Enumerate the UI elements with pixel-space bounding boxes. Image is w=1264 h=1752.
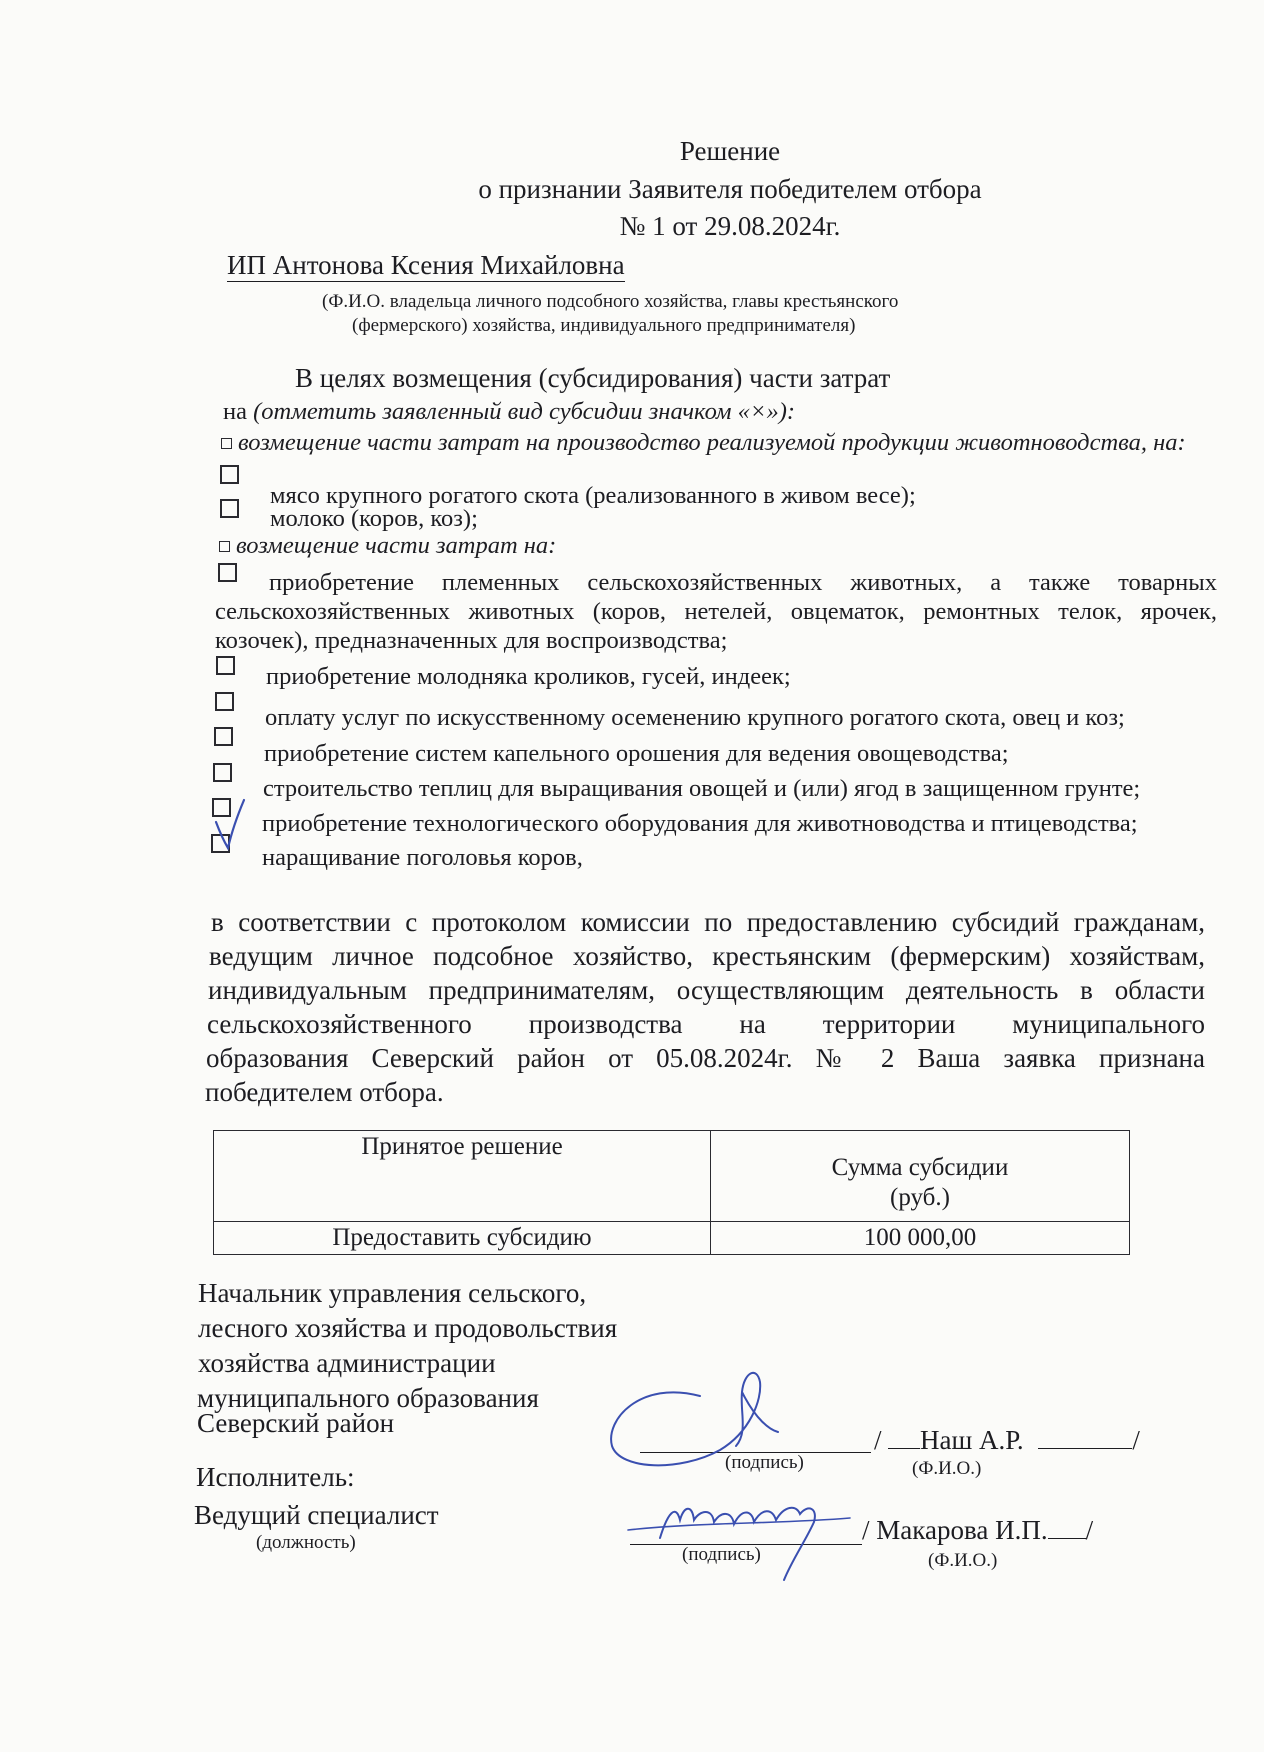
group1-heading [221,429,1186,457]
checkbox-label-young-rabbits: приобретение молодняка кроликов, гусей, индеек; [266,663,791,690]
checkbox-cattle-meat[interactable] [220,465,239,484]
checkbox-milk[interactable] [220,499,239,518]
group1-heading-text: возмещение части затрат на производство реализуемой продукции животноводства, на: [238,429,1186,456]
head-signature-caption: (подпись) [725,1452,804,1473]
purpose-na: на [223,398,247,425]
executor-label: Исполнитель: [196,1462,355,1492]
checkbox-label-cattle-meat: мясо крупного рогатого скота (реализованного в живом весе); [270,482,916,509]
cell-decision: Предоставить субсидию [214,1222,711,1255]
table-row [214,1222,1130,1255]
cell-amount: 100 000,00 [711,1222,1130,1255]
applicant-caption-line2: (фермерского) хозяйства, индивидуального предпринимателя) [352,315,856,336]
head-title-line3: хозяйства администрации [198,1348,496,1378]
head-name: Наш А.Р. [920,1425,1024,1455]
group2-heading [219,532,556,560]
checkbox-young-rabbits[interactable] [216,656,235,675]
head-title-line1: Начальник управления сельского, [198,1278,587,1308]
checkbox-label-milk: молоко (коров, коз); [270,505,478,532]
square-bullet-icon [219,541,230,552]
checkbox-label-cow-herd: наращивание поголовья коров, [262,844,583,871]
body-line5: образования Северский район от 05.08.2024г. № 2 Ваша заявка признана [206,1043,1205,1073]
head-signature-slash: / [874,1425,882,1455]
table-header-row [214,1131,1130,1222]
checkbox-cow-herd[interactable] [211,834,230,853]
head-fio-caption: (Ф.И.О.) [912,1458,982,1479]
breeding-animals-line3: козочек), предназначенных для воспроизводства; [215,627,728,654]
header-decision [214,1131,711,1222]
body-line3: индивидуальным предпринимателям, осуществляющим деятельность в области [208,975,1205,1005]
body-line6: победителем отбора. [205,1077,444,1107]
header-amount-line2: (руб.) [890,1184,950,1211]
header-decision-text: Принятое решение [361,1133,563,1160]
breeding-animals-line1: приобретение племенных сельскохозяйственных животных, а также товарных [269,569,1217,596]
executor-signature-caption: (подпись) [682,1544,761,1565]
checkbox-label-equipment: приобретение технологического оборудования для животноводства и птицеводства; [262,810,1138,837]
header-amount [711,1131,1130,1222]
head-title-line4: муниципального образования [197,1383,539,1413]
purpose-instruction-line [223,398,795,426]
executor-name-field: / Макарова И.П. / [862,1515,1094,1545]
document-subtitle: о признании Заявителя победителем отбора [478,174,982,204]
executor-name: Макарова И.П. [876,1515,1048,1545]
executor-fio-caption: (Ф.И.О.) [928,1550,998,1571]
body-line4: сельскохозяйственного производства на территории муниципального [207,1009,1205,1039]
breeding-animals-line2: сельскохозяйственных животных (коров, нетелей, овцематок, ремонтных телок, ярочек, [215,598,1217,625]
checkbox-breeding-animals[interactable] [218,563,237,582]
checkbox-greenhouses[interactable] [213,763,232,782]
body-line1: в соответствии с протоколом комиссии по предоставлению субсидий гражданам, [211,907,1205,937]
checkbox-drip-irrigation[interactable] [214,727,233,746]
purpose-instruction: (отметить заявленный вид субсидии значком «×»): [253,398,796,425]
head-title-line2: лесного хозяйства и продовольствия [198,1313,618,1343]
header-amount-line1: Сумма субсидии [831,1154,1009,1181]
document-title: Решение [679,136,781,166]
decision-table [213,1130,1130,1255]
checkbox-label-greenhouses: строительство теплиц для выращивания овощей и (или) ягод в защищенном грунте; [263,775,1141,802]
head-name-field: Наш А.Р. / [888,1425,1140,1456]
checkbox-label-insemination: оплату услуг по искусственному осеменению крупного рогатого скота, овец и коз; [265,704,1125,731]
checkbox-equipment[interactable] [212,798,231,817]
document-number: № 1 от 29.08.2024г. [619,211,841,241]
applicant-caption-line1: (Ф.И.О. владельца личного подсобного хозяйства, главы крестьянского [322,291,899,312]
square-bullet-icon [221,438,232,449]
checkbox-label-drip-irrigation: приобретение систем капельного орошения для ведения овощеводства; [264,740,1009,767]
group2-heading-text: возмещение части затрат на: [236,532,557,559]
executor-position: Ведущий специалист [194,1500,439,1530]
applicant-name: ИП Антонова Ксения Михайловна [227,250,625,280]
checkbox-insemination[interactable] [215,692,234,711]
executor-position-caption: (должность) [256,1532,356,1553]
purpose-intro: В целях возмещения (субсидирования) части затрат [295,363,891,393]
body-line2: ведущим личное подсобное хозяйство, крестьянским (фермерским) хозяйствам, [209,941,1205,971]
head-title-line5: Северский район [197,1408,395,1438]
